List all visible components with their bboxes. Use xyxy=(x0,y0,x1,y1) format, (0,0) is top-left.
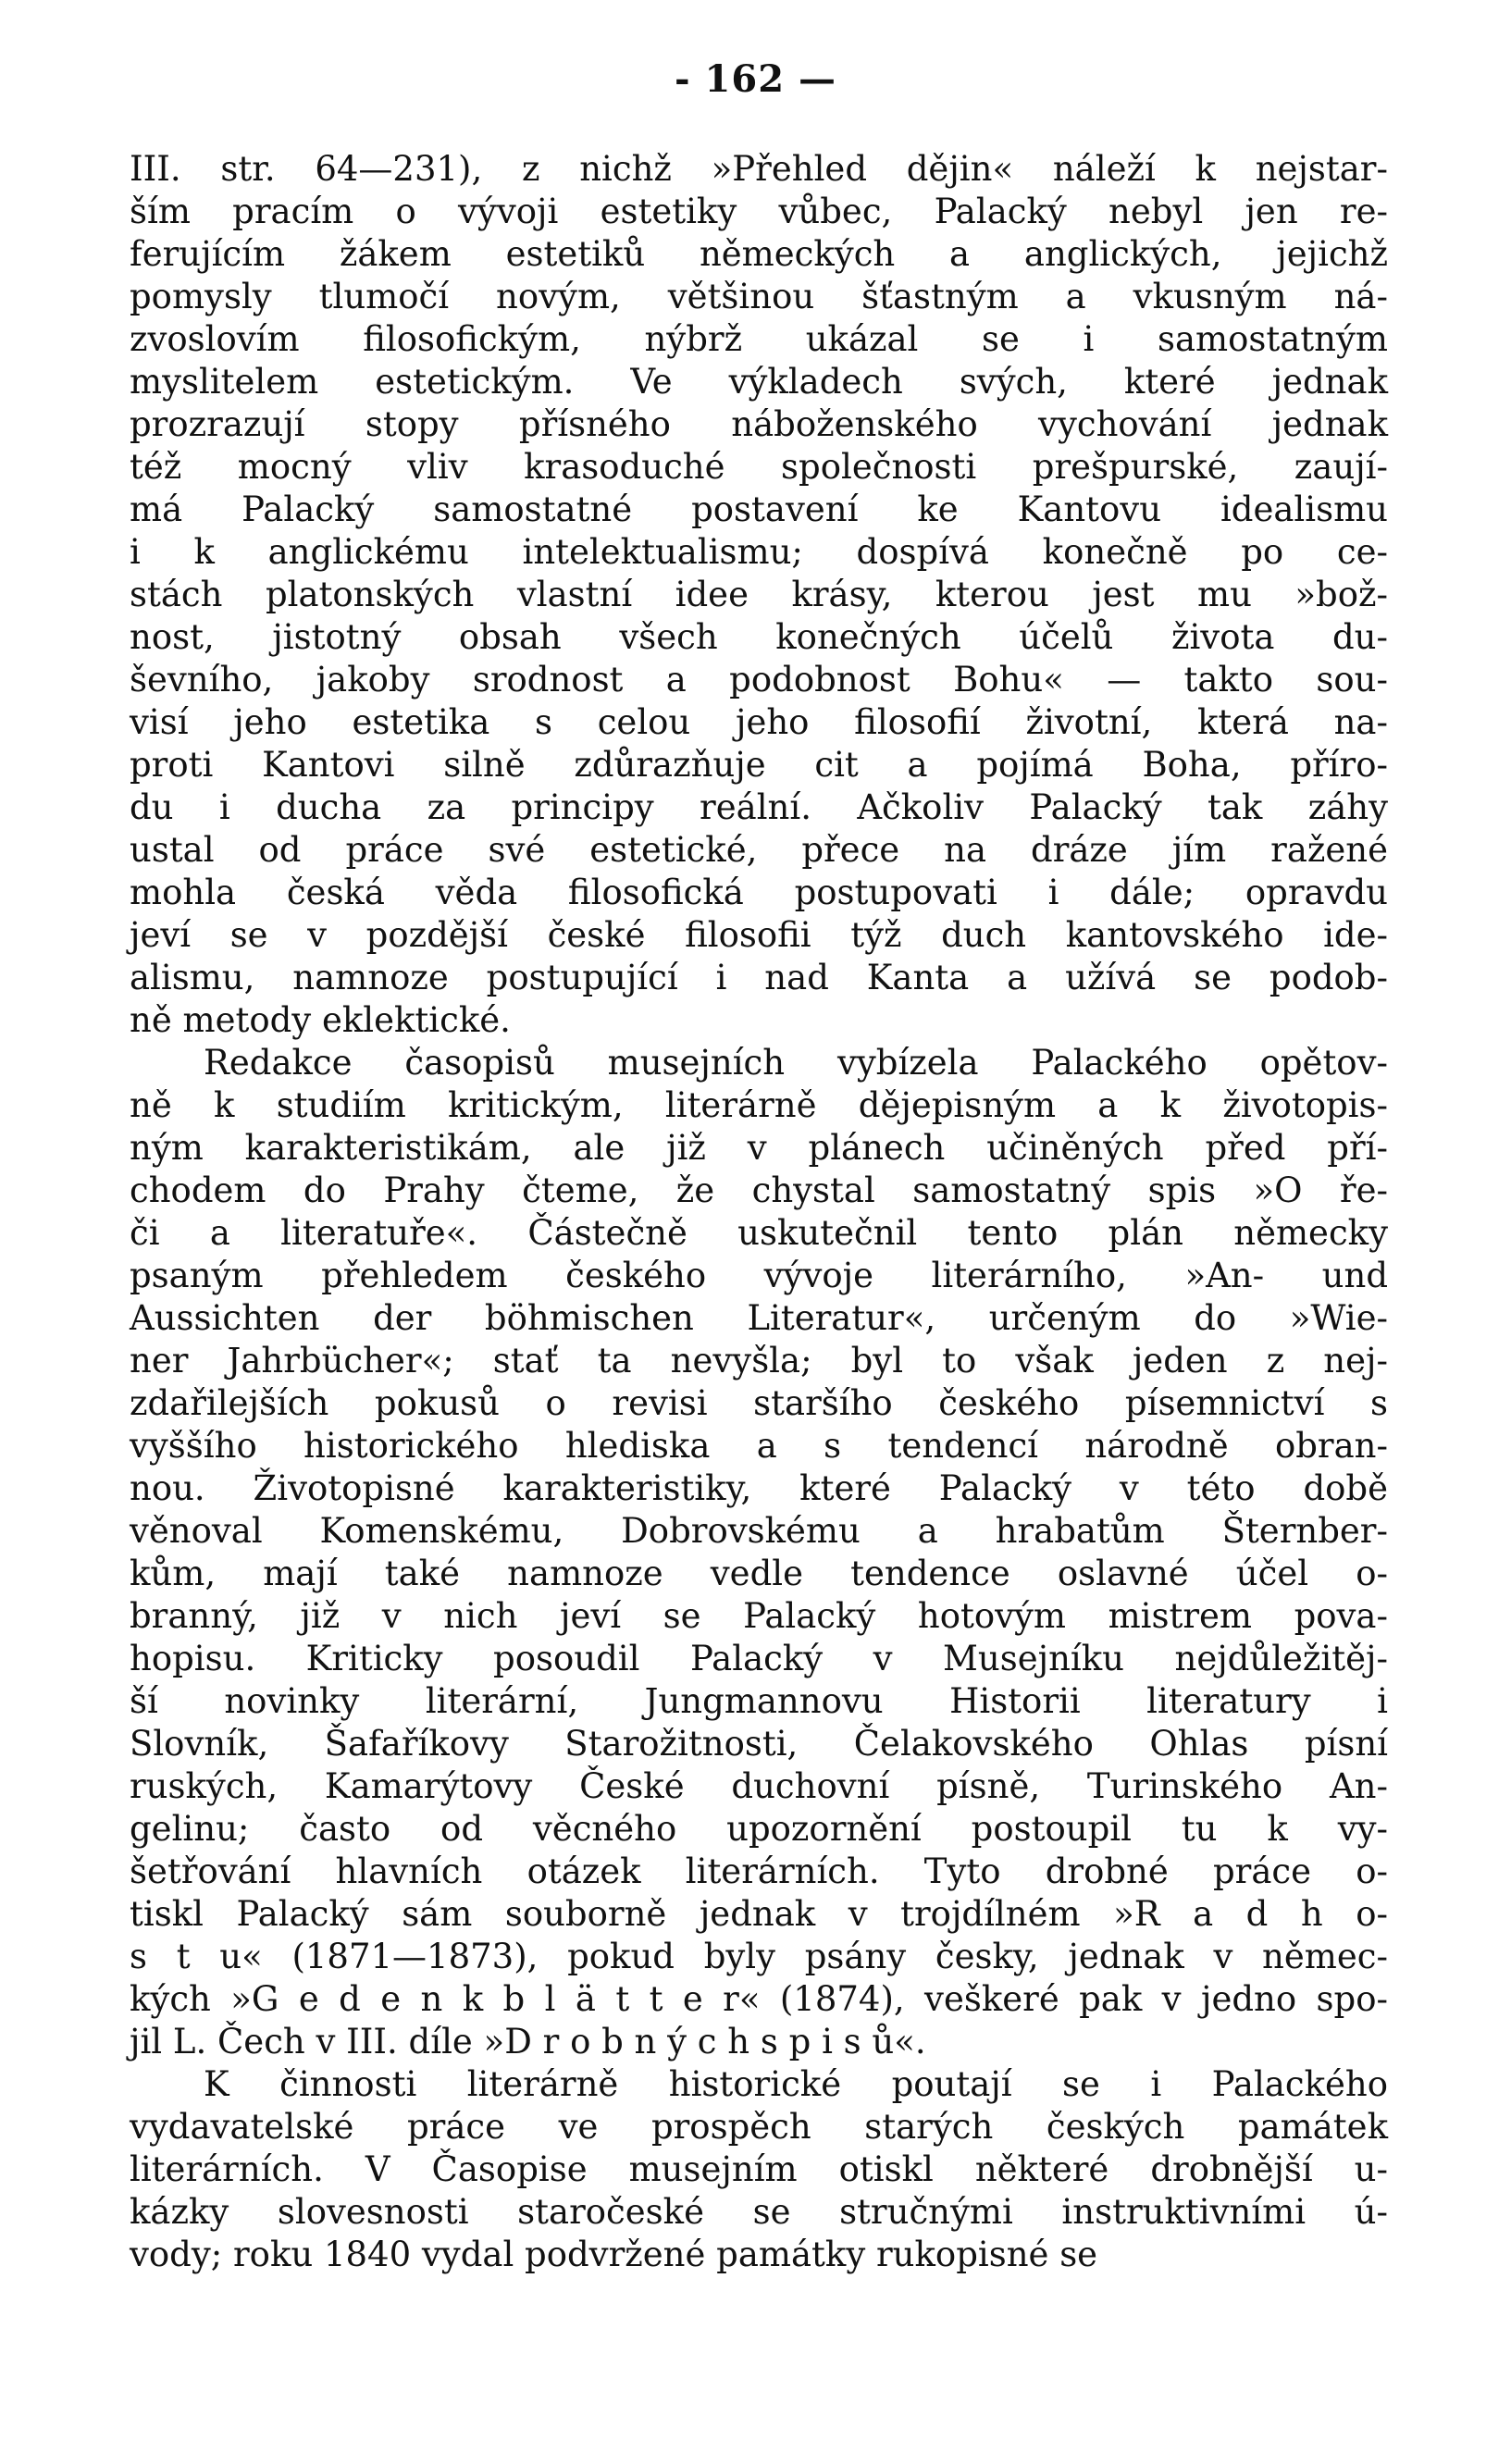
text-line: jeví se v pozdější české filosofii týž duch kantovského ide- xyxy=(130,915,1388,955)
text-line: alismu, namnoze postupující i nad Kanta a užívá se podob- xyxy=(130,958,1388,997)
text-line: ně metody eklektické. xyxy=(130,1000,511,1040)
text-line: nou. Životopisné karakteristiky, které Palacký v této době xyxy=(130,1468,1388,1508)
text-line: nost, jistotný obsah všech konečných účelů života du- xyxy=(130,617,1388,657)
text-line: K činnosti literárně historické poutají se i Palackého xyxy=(204,2064,1388,2104)
text-line: Redakce časopisů musejních vybízela Palackého opětov- xyxy=(204,1043,1388,1083)
text-line: ner Jahrbücher«; stať ta nevyšla; byl to však jeden z nej- xyxy=(130,1341,1388,1381)
text-line: ferujícím žákem estetiků německých a anglických, jejichž xyxy=(130,234,1388,274)
text-line: Aussichten der böhmischen Literatur«, určeným do »Wie- xyxy=(130,1298,1388,1338)
text-line: ně k studiím kritickým, literárně dějepisným a k životopis- xyxy=(130,1085,1388,1125)
text-line: kých »G e d e n k b l ä t t e r« (1874), veškeré pak v jedno spo- xyxy=(130,1979,1388,2019)
paragraph xyxy=(130,148,1388,1042)
text-line: i k anglickému intelektualismu; dospívá konečně po ce- xyxy=(130,532,1388,572)
text-line: mohla česká věda filosofická postupovati i dále; opravdu xyxy=(130,873,1388,912)
text-line: vyššího historického hlediska a s tendencí národně obran- xyxy=(130,1426,1388,1466)
text-line: ševního, jakoby srodnost a podobnost Bohu« — takto sou- xyxy=(130,660,1388,700)
text-line: pomysly tlumočí novým, většinou šťastným a vkusným ná- xyxy=(130,277,1388,316)
text-line: prozrazují stopy přísného náboženského vychování jednak xyxy=(130,404,1388,444)
text-line: proti Kantovi silně zdůrazňuje cit a pojímá Boha, příro- xyxy=(130,745,1388,785)
text-line: hopisu. Kriticky posoudil Palacký v Musejníku nejdůležitěj- xyxy=(130,1639,1388,1678)
paragraph xyxy=(130,2063,1388,2276)
text-line: vody; roku 1840 vydal podvržené památky rukopisné se xyxy=(130,2235,1098,2274)
text-line: stách platonských vlastní idee krásy, kterou jest mu »bož- xyxy=(130,575,1388,614)
text-line: vydavatelské práce ve prospěch starých českých památek xyxy=(130,2107,1388,2147)
text-line: ustal od práce své estetické, přece na dráze jím ražené xyxy=(130,830,1388,870)
text-line: věnoval Komenskému, Dobrovskému a hrabatům Šternber- xyxy=(130,1511,1388,1551)
text-line: Slovník, Šafaříkovy Starožitnosti, Čelakovského Ohlas písní xyxy=(130,1724,1388,1764)
text-line: ným karakteristikám, ale již v plánech učiněných před pří- xyxy=(130,1128,1388,1168)
body-text xyxy=(130,148,1388,2276)
text-line: literárních. V Časopise musejním otiskl některé drobnější u- xyxy=(130,2149,1388,2189)
text-line: též mocný vliv krasoduché společnosti prešpurské, zaují- xyxy=(130,447,1388,487)
page-number: - 162 — xyxy=(675,57,836,101)
text-line: du i ducha za principy reální. Ačkoliv Palacký tak záhy xyxy=(130,787,1388,827)
text-line: myslitelem estetickým. Ve výkladech svých, které jednak xyxy=(130,362,1388,402)
text-line: gelinu; často od věcného upozornění postoupil tu k vy- xyxy=(130,1809,1388,1849)
text-line: kům, mají také namnoze vedle tendence oslavné účel o- xyxy=(130,1554,1388,1593)
text-line: tiskl Palacký sám souborně jednak v trojdílném »R a d h o- xyxy=(130,1894,1388,1934)
text-line: zdařilejších pokusů o revisi staršího českého písemnictví s xyxy=(130,1383,1388,1423)
text-line: chodem do Prahy čteme, že chystal samostatný spis »O ře- xyxy=(130,1170,1388,1210)
text-line: visí jeho estetika s celou jeho filosofií životní, která na- xyxy=(130,702,1388,742)
text-line: ruských, Kamarýtovy České duchovní písně, Turinského An- xyxy=(130,1766,1388,1806)
text-line: jil L. Čech v III. díle »D r o b n ý c h s p i s ů«. xyxy=(130,2022,926,2062)
text-line: má Palacký samostatné postavení ke Kantovu idealismu xyxy=(130,489,1388,529)
text-line: či a literatuře«. Částečně uskutečnil tento plán německy xyxy=(130,1213,1388,1253)
text-line: ší novinky literární, Jungmannovu Historii literatury i xyxy=(130,1681,1388,1721)
text-line: s t u« (1871—1873), pokud byly psány česky, jednak v němec- xyxy=(130,1937,1388,1976)
text-line: kázky slovesnosti staročeské se stručnými instruktivními ú- xyxy=(130,2192,1388,2232)
paragraph xyxy=(130,1042,1388,2063)
text-line: III. str. 64—231), z nichž »Přehled dějin« náleží k nejstar- xyxy=(130,149,1388,189)
text-line: zvoslovím filosofickým, nýbrž ukázal se i samostatným xyxy=(130,319,1388,359)
text-line: branný, již v nich jeví se Palacký hotovým mistrem pova- xyxy=(130,1596,1388,1636)
text-line: šetřování hlavních otázek literárních. Tyto drobné práce o- xyxy=(130,1851,1388,1891)
text-line: psaným přehledem českého vývoje literárního, »An- und xyxy=(130,1256,1388,1295)
text-line: ším pracím o vývoji estetiky vůbec, Palacký nebyl jen re- xyxy=(130,192,1388,231)
